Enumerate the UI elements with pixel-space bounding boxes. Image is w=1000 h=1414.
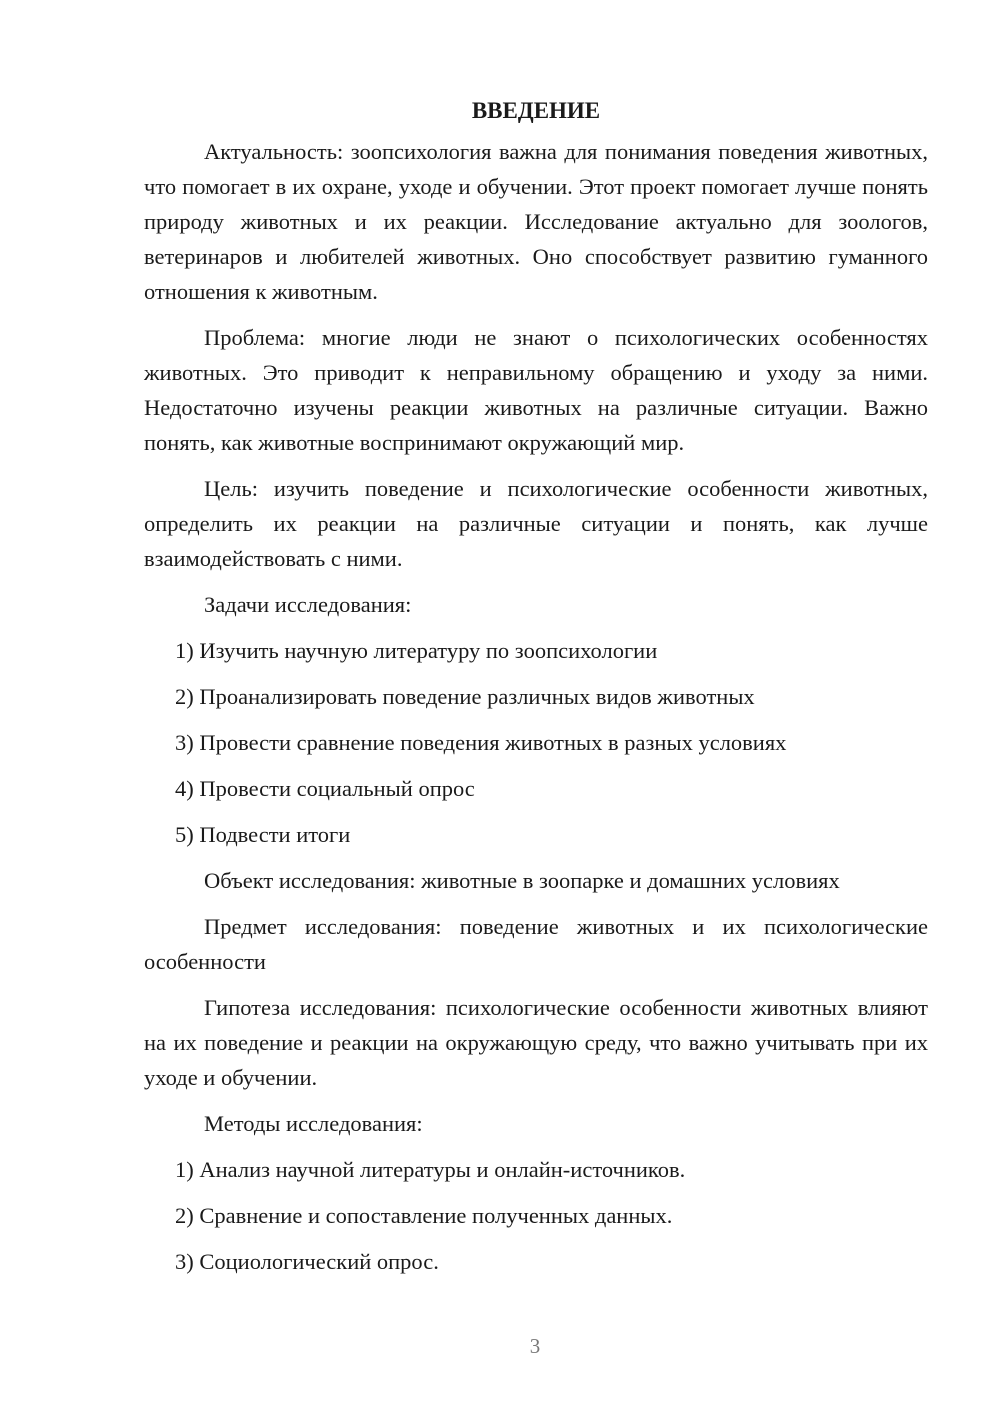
problem-paragraph: Проблема: многие люди не знают о психологических особенностях животных. Это приводит к неправильному обращению и уходу за ними. Недостаточно изучены реакции животных на различные ситуации. Важно понять, как животные воспринимают окружающий мир. [144,325,928,455]
method-item-3: 3) Социологический опрос. [175,1249,439,1274]
goal-paragraph: Цель: изучить поведение и психологические особенности животных, определить их реакции на различные ситуации и понять, как лучше взаимодействовать с ними. [144,476,928,571]
task-item-2: 2) Проанализировать поведение различных видов животных [175,684,755,709]
subject-paragraph: Предмет исследования: поведение животных и их психологические особенности [144,914,928,974]
page-title: ВВЕДЕНИЕ [471,98,601,123]
method-item-1: 1) Анализ научной литературы и онлайн-источников. [175,1157,686,1182]
relevance-paragraph: Актуальность: зоопсихология важна для понимания поведения животных, что помогает в их охране, уходе и обучении. Этот проект помогает лучше понять природу животных и их реакции. Исследование актуально для зоологов, ветеринаров и любителей животных. Оно способствует развитию гуманного отношения к животным. [144,139,928,304]
document-page [144,94,928,1290]
methods-heading: Методы исследования: [204,1111,423,1136]
hypothesis-paragraph: Гипотеза исследования: психологические особенности животных влияют на их поведение и реакции на окружающую среду, что важно учитывать при их уходе и обучении. [144,995,928,1090]
tasks-heading: Задачи исследования: [204,592,412,617]
method-item-2: 2) Сравнение и сопоставление полученных данных. [175,1203,673,1228]
task-item-3: 3) Провести сравнение поведения животных в разных условиях [175,730,787,755]
task-item-4: 4) Провести социальный опрос [175,776,475,801]
object-paragraph: Объект исследования: животные в зоопарке и домашних условиях [204,868,840,893]
task-item-5: 5) Подвести итоги [175,822,351,847]
page-number: 3 [529,1334,541,1358]
task-item-1: 1) Изучить научную литературу по зоопсихологии [175,638,658,663]
